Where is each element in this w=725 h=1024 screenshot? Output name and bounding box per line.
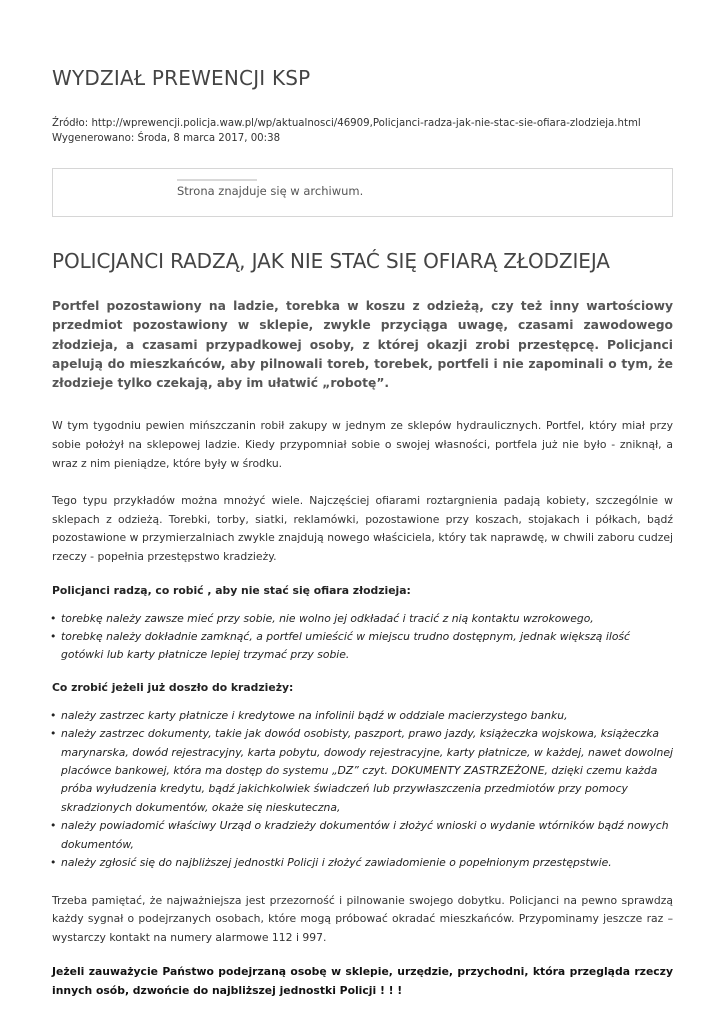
bullet-icon: • bbox=[50, 727, 57, 741]
bullet-icon: • bbox=[50, 611, 57, 625]
document-meta bbox=[52, 116, 673, 146]
archive-notice: Strona znajduje się w archiwum. bbox=[177, 184, 364, 198]
list-item-text: należy zastrzec dokumenty, takie jak dowód osobisty, paszport, prawo jazdy, książeczka wojskowa, książeczka marynarska, dowód rejestracyjny, karta pobytu, dowody rejestracyjne, karty płatnicze, w każdej, nawet dowolnej placówce bankowej, która ma dostęp do systemu „DZ” czyt. DOKUMENTY ZASTRZEŻONE, dzięki czemu każda próba wyłudzenia kredytu, bądź jakichkolwiek świadczeń lub przywłaszczenia przedmiotów przy pomocy skradzionych dokumentów, okaże się nieskuteczna, bbox=[61, 727, 673, 814]
generated-line: Wygenerowano: Środa, 8 marca 2017, 00:38 bbox=[52, 133, 281, 144]
advice-heading: Policjanci radzą, co robić , aby nie stać się ofiara złodzieja: bbox=[52, 583, 411, 597]
bullet-icon: • bbox=[50, 708, 57, 722]
article-paragraph-1: W tym tygodniu pewien mińszczanin robił zakupy w jednym ze sklepów hydraulicznych. Portfel, który miał przy sobie położył na sklepowej ladzie. Kiedy przypomniał sobie o swojej własności, portfela już nie było - zniknął, a wraz z nim pieniądze, które były w środku. bbox=[52, 419, 673, 470]
article-paragraph-2: Tego typu przykładów można mnożyć wiele. Najczęściej ofiarami roztargnienia padają kobiety, szczególnie w sklepach z odzieżą. Torebki, torby, siatki, reklamówki, pozostawione przy koszach, stojakach i półkach, bądź pozostawione w przymierzalniach zwykle znajdują nowego właściciela, który tak naprawdę, w chwili zaboru cudzej rzeczy - popełnia przestępstwo kradzieży. bbox=[52, 494, 673, 564]
bullet-icon: • bbox=[50, 856, 57, 870]
theft-list bbox=[52, 707, 673, 873]
archive-notice-box bbox=[52, 168, 673, 217]
article-lead: Portfel pozostawiony na ladzie, torebka w koszu z odzieżą, czy też inny wartościowy przedmiot pozostawiony w sklepie, zwykle przyciąga uwagę, czasami zawodowego złodzieja, a czasami przypadkowej osoby, z której okazji zrobi przestępcę. Policjanci apelują do mieszkańców, aby pilnowali toreb, torebek, portfeli i nie zapominali o tym, że złodzieje tylko czekają, aby im ułatwić „robotę”. bbox=[52, 299, 673, 391]
theft-heading: Co zrobić jeżeli już doszło do kradzieży: bbox=[52, 680, 294, 694]
advice-list bbox=[52, 610, 673, 665]
article-closing: Jeżeli zauważycie Państwo podejrzaną osobę w sklepie, urzędzie, przychodni, która przegląda rzeczy innych osób, dzwońcie do najbliższej jednostki Policji ! ! ! bbox=[52, 965, 673, 998]
list-item bbox=[52, 854, 673, 872]
list-item-text: należy zastrzec karty płatnicze i kredytowe na infolinii bądź w oddziale macierzystego banku, bbox=[61, 708, 568, 722]
list-item bbox=[52, 817, 673, 854]
article-title: POLICJANCI RADZĄ, JAK NIE STAĆ SIĘ OFIARĄ ZŁODZIEJA bbox=[52, 249, 610, 273]
list-item-text: torebkę należy dokładnie zamknąć, a portfel umieścić w miejscu trudno dostępnym, jednak większą ilość gotówki lub karty płatnicze lepiej trzymać przy sobie. bbox=[61, 630, 630, 662]
list-item bbox=[52, 725, 673, 817]
bullet-icon: • bbox=[50, 819, 57, 833]
source-line: Źródło: http://wprewencji.policja.waw.pl/wp/aktualnosci/46909,Policjanci-radza-jak-nie-stac-sie-ofiara-zlodzieja.html bbox=[52, 118, 641, 129]
list-item-text: torebkę należy zawsze mieć przy sobie, nie wolno jej odkładać i tracić z nią kontaktu wzrokowego, bbox=[61, 611, 594, 625]
list-item-text: należy zgłosić się do najbliższej jednostki Policji i złożyć zawiadomienie o popełnionym przestępstwie. bbox=[61, 856, 612, 870]
list-item-text: należy powiadomić właściwy Urząd o kradzieży dokumentów i złożyć wnioski o wydanie wtórników bądź nowych dokumentów, bbox=[61, 819, 669, 851]
list-item bbox=[52, 707, 673, 725]
bullet-icon: • bbox=[50, 630, 57, 644]
list-item bbox=[52, 628, 673, 665]
list-item bbox=[52, 610, 673, 628]
article-paragraph-3: Trzeba pamiętać, że najważniejsza jest przezorność i pilnowanie swojego dobytku. Policjanci na pewno sprawdzą każdy sygnał o podejrzanych osobach, które mogą próbować okradać mieszkańców. Przypominamy jeszcze raz – wystarczy kontakt na numery alarmowe 112 i 997. bbox=[52, 893, 673, 944]
site-title: WYDZIAŁ PREWENCJI KSP bbox=[52, 66, 311, 90]
archive-divider bbox=[177, 179, 257, 181]
